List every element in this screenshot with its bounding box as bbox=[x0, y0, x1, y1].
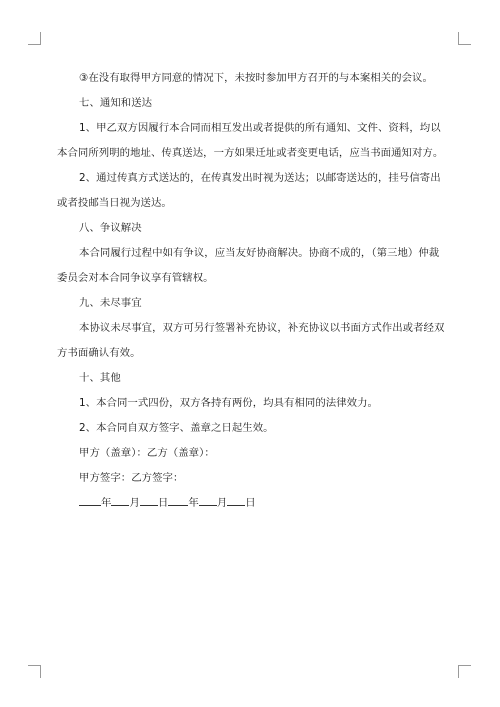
month-2-label: 月 bbox=[216, 497, 228, 509]
day-2-label: 日 bbox=[245, 497, 256, 509]
section-9-text-line-1: 本协议未尽事宜，双方可另行签署补充协议，补充协议以书面方式作出或者经双 bbox=[79, 322, 445, 334]
crop-mark-bottom-left bbox=[28, 665, 41, 678]
clause-3-text: ③在没有取得甲方同意的情况下，未按时参加甲方召开的与本案相关的会议。 bbox=[79, 72, 433, 84]
section-10-item-2: 2、本合同自双方签字、盖章之日起生效。 bbox=[79, 422, 274, 434]
section-8-text-line-2: 委员会对本合同争议享有管辖权。 bbox=[57, 272, 214, 284]
section-7-item-1-line-1: 1、甲乙双方因履行本合同而相互发出或者提供的所有通知、文件、资料，均以 bbox=[79, 122, 441, 134]
month-1-label: 月 bbox=[129, 497, 140, 509]
seal-line: 甲方（盖章）：乙方（盖章）： bbox=[79, 447, 215, 459]
date-line bbox=[57, 491, 443, 516]
section-7-item-2-line-1: 2、通过传真方式送达的，在传真发出时视为送达；以邮寄送达的，挂号信寄出 bbox=[79, 172, 441, 184]
section-9-heading: 九、未尽事宜 bbox=[79, 297, 142, 309]
crop-mark-bottom-right bbox=[458, 665, 471, 678]
year-1-blank bbox=[79, 493, 101, 506]
section-8-text-line-1: 本合同履行过程中如有争议，应当友好协商解决。协商不成的，（第三地）仲裁 bbox=[79, 247, 440, 259]
signature-line: 甲方签字：乙方签字： bbox=[79, 472, 184, 484]
year-2-label: 年 bbox=[188, 497, 199, 509]
crop-mark-top-left bbox=[28, 32, 41, 45]
section-7-item-1-line-2: 本合同所列明的地址、传真送达，一方如果迁址或者变更电话，应当书面通知对方。 bbox=[57, 147, 444, 159]
document-body bbox=[57, 66, 443, 516]
crop-mark-top-right bbox=[458, 32, 471, 45]
section-10-heading: 十、其他 bbox=[79, 372, 121, 384]
month-2-blank bbox=[199, 493, 217, 506]
day-2-blank bbox=[227, 493, 245, 506]
section-7-heading: 七、通知和送达 bbox=[79, 97, 153, 109]
day-1-blank bbox=[140, 493, 158, 506]
day-1-label: 日 bbox=[157, 497, 169, 509]
month-1-blank bbox=[111, 493, 129, 506]
section-9-text-line-2: 方书面确认有效。 bbox=[57, 347, 141, 359]
year-2-blank bbox=[168, 493, 188, 506]
section-7-item-2-line-2: 或者投邮当日视为送达。 bbox=[57, 197, 172, 209]
section-10-item-1: 1、本合同一式四份，双方各持有两份，均具有相同的法律效力。 bbox=[79, 397, 378, 409]
section-8-heading: 八、争议解决 bbox=[79, 222, 142, 234]
year-1-label: 年 bbox=[101, 497, 112, 509]
